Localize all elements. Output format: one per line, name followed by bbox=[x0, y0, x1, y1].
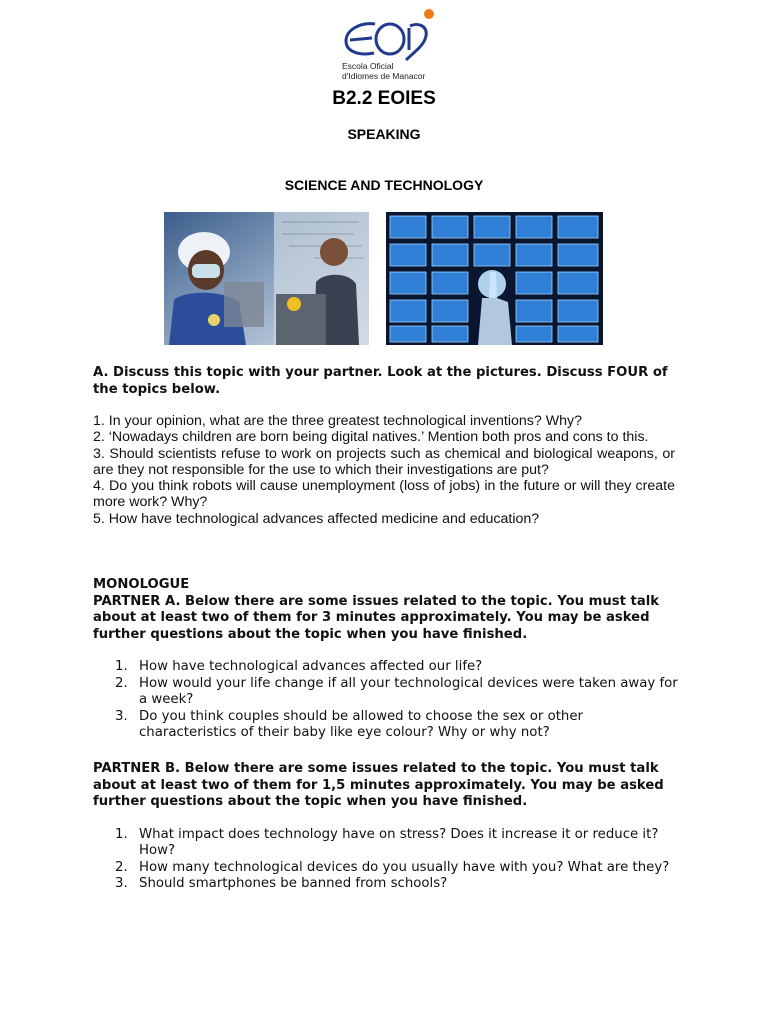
list-text: How would your life change if all your technological devices were taken away for a week? bbox=[139, 675, 678, 708]
list-item bbox=[93, 676, 678, 709]
list-item bbox=[93, 827, 678, 860]
logo-line-2: d'Idiomes de Manacor bbox=[342, 71, 426, 81]
partner-b-list bbox=[93, 827, 678, 893]
question-2: 2. ‘Nowadays children are born being digital natives.’ Mention both pros and cons to this. bbox=[93, 429, 649, 446]
list-number: 3. bbox=[115, 708, 128, 724]
page-subtitle: SPEAKING bbox=[347, 126, 421, 142]
list-text: What impact does technology have on stress? Does it increase it or reduce it? How? bbox=[139, 826, 659, 859]
scientists-collage-photo bbox=[164, 212, 369, 345]
partner-b-section bbox=[93, 761, 678, 893]
list-item bbox=[93, 709, 678, 742]
monologue-heading: MONOLOGUE bbox=[93, 577, 190, 592]
topic-title: SCIENCE AND TECHNOLOGY bbox=[284, 177, 484, 193]
list-number: 1. bbox=[115, 659, 128, 674]
section-a-questions bbox=[93, 413, 675, 527]
question-4: 4. Do you think robots will cause unemployment (loss of jobs) in the future or will they create more work? Why? bbox=[93, 478, 675, 511]
partner-a-instructions: PARTNER A. Below there are some issues related to the topic. You must talk about at least two of them for 3 minutes approximately. You may be asked further questions about the topic when you have finished. bbox=[93, 593, 660, 642]
section-a bbox=[93, 365, 675, 527]
list-text: Should smartphones be banned from schools? bbox=[139, 876, 448, 892]
list-item bbox=[93, 876, 678, 893]
list-text: How many technological devices do you usually have with you? What are they? bbox=[139, 859, 670, 875]
partner-b-instructions: PARTNER B. Below there are some issues related to the topic. You must talk about at least two of them for 1,5 minutes approximately. You may be asked further questions about the topic when you have finished. bbox=[93, 761, 664, 809]
partner-a-list bbox=[93, 659, 678, 742]
list-number: 2. bbox=[115, 675, 128, 691]
section-a-heading: A. Discuss this topic with your partner. Look at the pictures. Discuss FOUR of the topics below. bbox=[93, 365, 668, 397]
question-5: 5. How have technological advances affected medicine and education? bbox=[93, 510, 540, 527]
digital-screens-wall-photo bbox=[386, 212, 603, 345]
logo-caption bbox=[342, 61, 425, 81]
logo-line-1: Escola Oficial bbox=[342, 61, 394, 71]
list-number: 2. bbox=[115, 859, 128, 875]
monologue-section bbox=[93, 577, 678, 742]
list-number: 1. bbox=[115, 826, 128, 842]
list-text: Do you think couples should be allowed to choose the sex or other characteristics of their baby like eye colour? Why or why not? bbox=[139, 708, 584, 741]
question-3: 3. Should scientists refuse to work on projects such as chemical and biological weapons, or are they not responsible for the use to which their investigations are put? bbox=[93, 445, 675, 478]
list-text: How have technological advances affected our life? bbox=[139, 659, 483, 674]
list-number: 3. bbox=[115, 876, 128, 892]
page-title: B2.2 EOIES bbox=[332, 88, 436, 109]
list-item bbox=[93, 860, 678, 877]
question-1: 1. In your opinion, what are the three greatest technological inventions? Why? bbox=[93, 413, 582, 429]
list-item bbox=[93, 659, 678, 676]
